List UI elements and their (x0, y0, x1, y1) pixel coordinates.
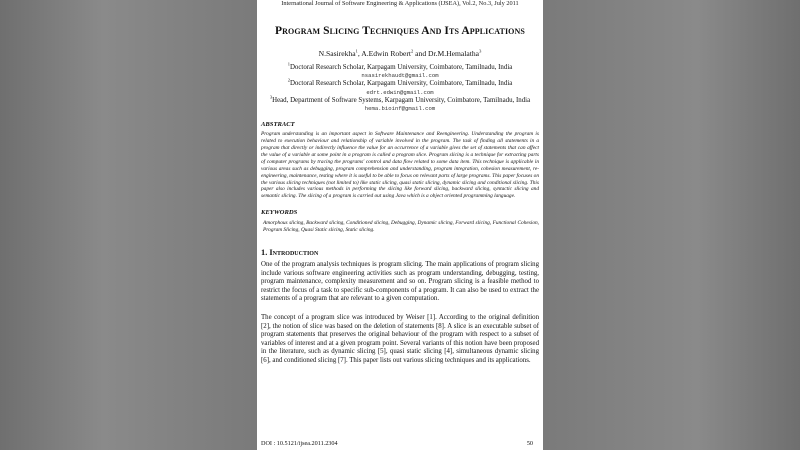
author-name: A.Edwin Robert (361, 49, 411, 58)
author-line: N.Sasirekha$^1$, A.Edwin Robert$^2$ and Dr.M.Hemalatha$^3$ (318, 48, 482, 58)
section-heading-introduction: 1. Introduction (261, 248, 319, 258)
affiliation-text: Head, Department of Software Systems, Karpagam University, Coimbatore, Tamilnadu, India (272, 96, 531, 104)
author-name: Dr.M.Hemalatha (428, 49, 480, 58)
document-page (257, 0, 543, 450)
paper-title: Program Slicing Techniques And Its Applications (275, 25, 525, 37)
keywords-text: Amorphous slicing, Backward slicing, Conditioned slicing, Debugging, Dynamic slicing, Forward slicing, Functional Cohesion, Program Slicing, Quasi Static slicing, Static slicing. (263, 220, 539, 234)
viewer-background-left (0, 0, 257, 450)
affiliation-text: Doctoral Research Scholar, Karpagam University, Coimbatore, Tamilnadu, India (289, 64, 513, 71)
affiliation-mark: 3 (269, 94, 273, 100)
author-email[interactable]: edrt.edwin@gmail.com (366, 88, 434, 96)
abstract-heading: ABSTRACT (261, 121, 295, 129)
body-paragraph: The concept of a program slice was introduced by Weiser [1]. According to the original definition [2], the notion of slice was based on the deletion of statements [8]. A slice is an executable subset of program statements that preserves the original behaviour of the program with respect to a subset of variables of interest and at a given program point. Several variants of this notion have been proposed in the literature, such as dynamic slicing [5], quasi static slicing [4], simultaneous dynamic slicing [6], and conditioned slicing [7]. This paper lists out various slicing techniques and its applications. (261, 314, 539, 365)
viewer-background-right (543, 0, 800, 450)
abstract-text: Program understanding is an important aspect in Software Maintenance and Reengineering. Understanding the program is related to execution behaviour and relationship of variable involved in the program. The task of finding all statements in a program that directly or indirectly influence the value for an occurrence of a variable gives the set of statements that can affect the value of a variable at some point in a program is called a program slice. Program slicing is a technique for extracting parts of computer programs by tracing the programs' control and data flow related to some data item. This technique is applicable in various areas such as debugging, program comprehension and understanding, program integration, cohesion measurement, re-engineering, maintenance, testing where it is useful to be able to focus on relevant parts of large programs. This paper focuses on the various slicing techniques (not limited to) like static slicing, quasi static slicing, dynamic slicing and conditional slicing. This paper also includes various methods in performing the slicing like forward slicing, backward slicing, syntactic slicing and semantic slicing. The slicing of a program is carried out using Java which is a object oriented programming language. (261, 131, 539, 200)
affiliation (261, 80, 539, 88)
body-paragraph: One of the program analysis techniques is program slicing. The main applications of program slicing include various software engineering activities such as program understanding, debugging, testing, program maintenance, complexity measurement and so on. Program slicing is a feasible method to restrict the focus of a task to specific sub-components of a program. It can also be used to extract the statements of a program that are relevant to a given computation. (261, 261, 539, 303)
page-footer (261, 440, 533, 448)
keywords-heading: KEYWORDS (261, 209, 298, 217)
author-email[interactable]: nsasirekhaudt@gmail.com (361, 72, 439, 80)
author-email[interactable]: hema.bioinf@gmail.com (364, 105, 436, 113)
affiliation-mark: 1 (287, 61, 290, 67)
affiliation (261, 94, 539, 105)
author-mark: 1 (355, 48, 358, 54)
author-name: N.Sasirekha (318, 49, 356, 58)
footer-doi: DOI : 10.5121/ijsea.2011.2304 (261, 440, 338, 447)
author-mark: 2 (411, 48, 414, 54)
page-number: 50 (526, 440, 533, 447)
affiliation-text: Doctoral Research Scholar, Karpagam University, Coimbatore, Tamilnadu, India (289, 80, 513, 88)
affiliation (261, 61, 539, 72)
affiliation-mark: 2 (287, 78, 290, 84)
author-mark: 3 (479, 48, 482, 54)
journal-header: International Journal of Software Engineering & Applications (IJSEA), Vol.2, No.3, July 2011 (281, 0, 519, 7)
